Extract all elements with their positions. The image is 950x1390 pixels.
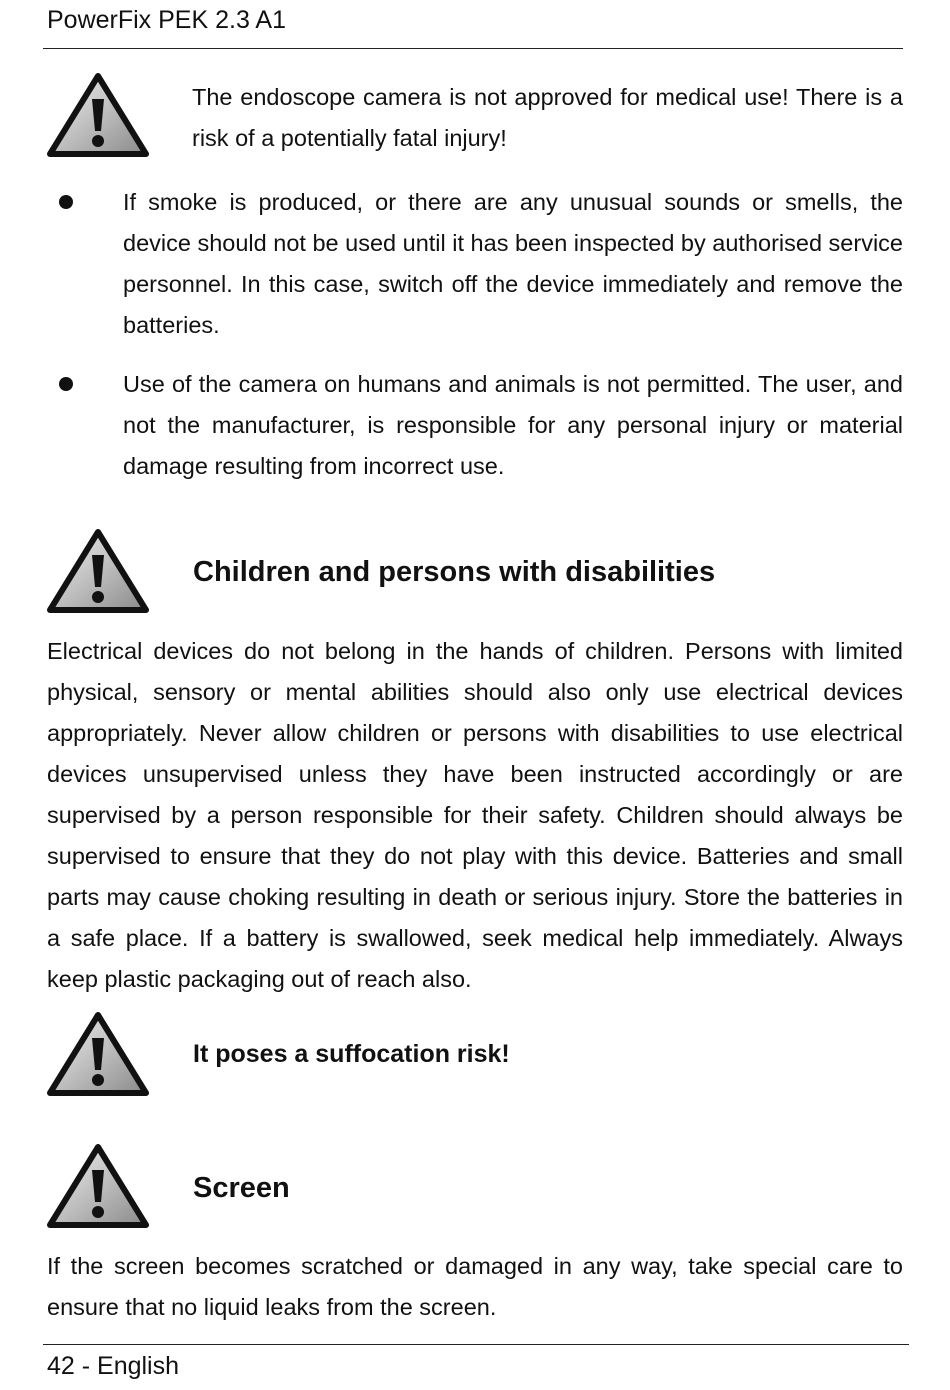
header-rule <box>43 48 903 49</box>
section-heading-screen: Screen <box>193 1172 290 1204</box>
list-item: If smoke is produced, or there are any unusual sounds or smells, the device should not be used until it has been inspected by authorised service personnel. In this case, switch off the device immediately and remove the batteries. <box>123 189 903 338</box>
page-footer: 42 - English <box>47 1352 180 1380</box>
bullet-dot <box>59 195 73 209</box>
section-body-screen: If the screen becomes scratched or damaged in any way, take special care to ensure that no liquid leaks from the screen. <box>47 1253 903 1320</box>
warning-icon <box>47 1012 149 1098</box>
warning-icon <box>47 73 149 159</box>
bullet-dot <box>59 377 73 391</box>
list-item: Use of the camera on humans and animals is not permitted. The user, and not the manufacturer, is responsible for any personal injury or material damage resulting from incorrect use. <box>123 371 903 479</box>
footer-rule <box>43 1344 909 1345</box>
warning-icon <box>47 1144 149 1230</box>
warning-icon <box>47 529 149 615</box>
page-header: PowerFix PEK 2.3 A1 <box>47 6 287 34</box>
section-heading-children: Children and persons with disabilities <box>193 556 716 588</box>
suffocation-warning: It poses a suffocation risk! <box>193 1040 510 1068</box>
section-body-children: Electrical devices do not belong in the hands of children. Persons with limited physical, sensory or mental abilities should also only use electrical devices appropriately. Never allow children or persons with disabilities to use electrical devices unsupervised unless they have been instructed accordingly or are supervised by a person responsible for their safety. Children should always be supervised to ensure that they do not play with this device. Batteries and small parts may cause choking resulting in death or serious injury. Store the batteries in a safe place. If a battery is swallowed, seek medical help immediately. Always keep plastic packaging out of reach also. <box>47 638 903 992</box>
warning-note: The endoscope camera is not approved for medical use! There is a risk of a potentially fatal injury! <box>192 84 903 151</box>
